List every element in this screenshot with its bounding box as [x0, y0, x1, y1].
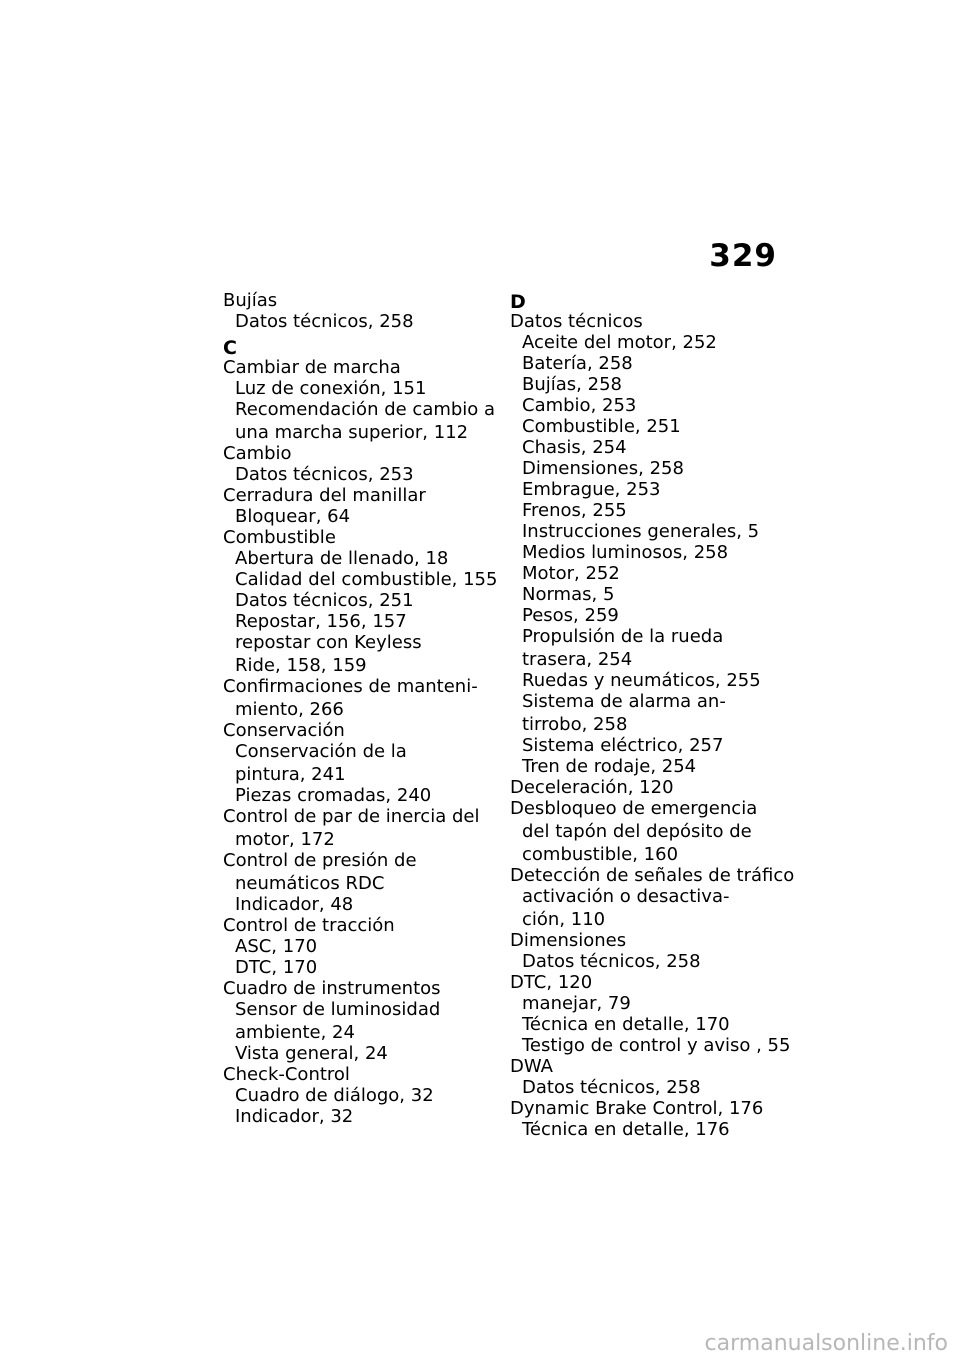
index-entry-continuation: miento, 266	[235, 699, 344, 720]
index-subentry: Datos técnicos, 258	[522, 951, 701, 972]
index-entry: Check-Control	[223, 1064, 350, 1085]
index-entry: Control de par de inercia del	[223, 806, 480, 827]
index-subentry: DTC, 170	[235, 957, 318, 978]
index-entry-continuation: combustible, 160	[522, 844, 679, 865]
index-entry-continuation: una marcha superior, 112	[235, 422, 469, 443]
index-subentry: Testigo de control y aviso , 55	[522, 1035, 791, 1056]
index-entry-continuation: ambiente, 24	[235, 1022, 355, 1043]
index-entry: Cuadro de instrumentos	[223, 978, 441, 999]
index-subentry: Técnica en detalle, 176	[522, 1119, 730, 1140]
index-entry: DWA	[510, 1056, 553, 1077]
index-subentry: Dimensiones, 258	[522, 458, 684, 479]
watermark: carmanualsonline.info	[704, 1331, 948, 1356]
index-subentry: Medios luminosos, 258	[522, 542, 729, 563]
index-subentry: manejar, 79	[522, 993, 631, 1014]
index-subentry: Batería, 258	[522, 353, 633, 374]
index-entry: DTC, 120	[510, 972, 593, 993]
index-column-left	[223, 290, 498, 1127]
index-entry: Bujías	[223, 290, 278, 311]
index-subentry: Embrague, 253	[522, 479, 661, 500]
index-letter-heading: C	[223, 337, 237, 359]
index-subentry: Datos técnicos, 258	[235, 311, 414, 332]
index-entry: Combustible	[223, 527, 336, 548]
index-subentry: Normas, 5	[522, 584, 615, 605]
index-entry: Cambiar de marcha	[223, 357, 401, 378]
index-entry: Deceleración, 120	[510, 777, 674, 798]
index-subentry: Indicador, 48	[235, 894, 354, 915]
index-subentry: Datos técnicos, 253	[235, 464, 414, 485]
index-entry: Control de presión de	[223, 850, 417, 871]
index-entry-continuation: trasera, 254	[522, 649, 633, 670]
index-subentry: Chasis, 254	[522, 437, 627, 458]
index-subentry: Vista general, 24	[235, 1043, 388, 1064]
index-entry-continuation: tirrobo, 258	[522, 714, 628, 735]
index-subentry: Técnica en detalle, 170	[522, 1014, 730, 1035]
index-subentry: Propulsión de la rueda	[522, 626, 724, 647]
index-subentry: Cambio, 253	[522, 395, 637, 416]
index-subentry: Bloquear, 64	[235, 506, 351, 527]
index-entry: Control de tracción	[223, 915, 395, 936]
index-subentry: Motor, 252	[522, 563, 620, 584]
index-entry: Detección de señales de tráfico	[510, 865, 795, 886]
index-entry: Desbloqueo de emergencia	[510, 798, 758, 819]
index-entry-continuation: motor, 172	[235, 829, 335, 850]
index-subentry: Combustible, 251	[522, 416, 681, 437]
index-subentry: Datos técnicos, 258	[522, 1077, 701, 1098]
index-subentry: ASC, 170	[235, 936, 318, 957]
index-entry: Dimensiones	[510, 930, 627, 951]
index-entry-continuation: neumáticos RDC	[235, 873, 385, 894]
index-column-right	[510, 290, 800, 1140]
index-subentry: Sistema de alarma an-	[522, 691, 726, 712]
index-entry-continuation: del tapón del depósito de	[522, 821, 752, 842]
index-subentry: Pesos, 259	[522, 605, 619, 626]
index-entry-continuation: pintura, 241	[235, 764, 346, 785]
index-subentry: Instrucciones generales, 5	[522, 521, 760, 542]
index-entry-continuation: Ride, 158, 159	[235, 655, 367, 676]
index-letter-heading: D	[510, 291, 526, 313]
index-subentry: Frenos, 255	[522, 500, 627, 521]
index-subentry: Datos técnicos, 251	[235, 590, 414, 611]
index-subentry: Bujías, 258	[522, 374, 622, 395]
page-number: 329	[709, 238, 777, 274]
index-subentry: Sensor de luminosidad	[235, 999, 441, 1020]
index-subentry: Tren de rodaje, 254	[522, 756, 697, 777]
index-entry: Conservación	[223, 720, 345, 741]
index-entry-continuation: ción, 110	[522, 909, 606, 930]
index-subentry: Piezas cromadas, 240	[235, 785, 432, 806]
index-subentry: Aceite del motor, 252	[522, 332, 717, 353]
index-entry: Datos técnicos	[510, 311, 643, 332]
index-subentry: Indicador, 32	[235, 1106, 354, 1127]
index-subentry: Recomendación de cambio a	[235, 399, 496, 420]
index-subentry: Sistema eléctrico, 257	[522, 735, 724, 756]
index-subentry: Abertura de llenado, 18	[235, 548, 449, 569]
index-entry: Cerradura del manillar	[223, 485, 426, 506]
index-subentry: Calidad del combustible, 155	[235, 569, 498, 590]
index-subentry: repostar con Keyless	[235, 632, 422, 653]
index-entry: Dynamic Brake Control, 176	[510, 1098, 764, 1119]
index-entry: Cambio	[223, 443, 292, 464]
index-subentry: Conservación de la	[235, 741, 407, 762]
index-subentry: Repostar, 156, 157	[235, 611, 407, 632]
index-subentry: Luz de conexión, 151	[235, 378, 427, 399]
index-entry: Confirmaciones de manteni-	[223, 676, 478, 697]
index-subentry: Ruedas y neumáticos, 255	[522, 670, 761, 691]
index-subentry: Cuadro de diálogo, 32	[235, 1085, 434, 1106]
index-subentry: activación o desactiva-	[522, 886, 730, 907]
